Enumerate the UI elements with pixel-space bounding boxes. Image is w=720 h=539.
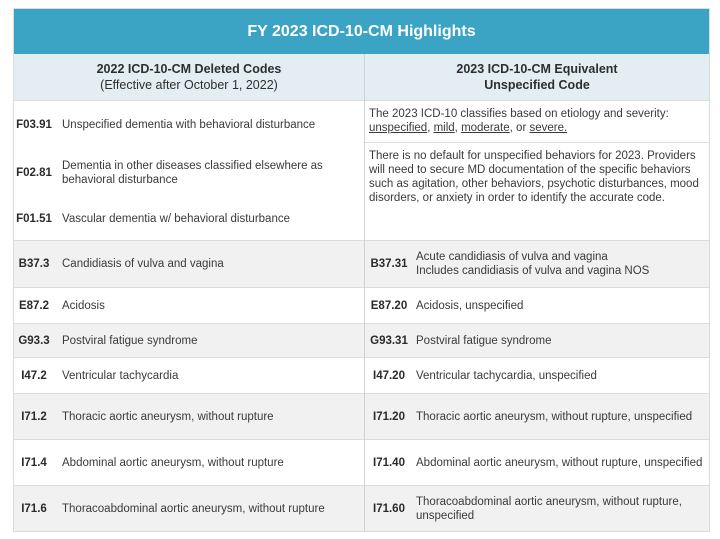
severity-term: moderate xyxy=(461,122,510,134)
header-deleted-subtitle: (Effective after October 1, 2022) xyxy=(100,78,278,92)
severity-term: mild xyxy=(433,122,455,134)
header-equivalent-codes xyxy=(365,54,709,100)
old-code: F02.81 xyxy=(16,167,52,179)
severity-separator: , or xyxy=(509,122,530,134)
old-description: Thoracoabdominal aortic aneurysm, without rupture xyxy=(62,502,325,515)
old-code: B37.3 xyxy=(18,258,50,270)
header-deleted-title: 2022 ICD-10-CM Deleted Codes xyxy=(96,62,282,76)
old-description: Unspecified dementia with behavioral disturbance xyxy=(62,118,316,131)
new-description: Acidosis, unspecified xyxy=(416,299,524,312)
new-code: I47.20 xyxy=(373,369,405,382)
table-row xyxy=(14,287,709,323)
behavior-note: There is no default for unspecified behaviors for 2023. Providers will need to secure MD documentation of the specific behaviors such as agitation, other behaviors, psychotic disturbances, mood disorders, or anxiety in order to identify the accurate code. xyxy=(369,150,699,204)
old-code: F01.51 xyxy=(16,213,52,225)
old-description: Vascular dementia w/ behavioral disturbance xyxy=(62,213,290,225)
new-description-line: Includes candidiasis of vulva and vagina NOS xyxy=(416,265,650,277)
new-description xyxy=(416,250,706,278)
new-code: I71.60 xyxy=(373,502,405,515)
old-code: I71.4 xyxy=(21,456,47,469)
column-divider xyxy=(364,54,365,531)
new-description: Abdominal aortic aneurysm, without rupture, unspecified xyxy=(416,456,703,469)
header-equivalent-subtitle: Unspecified Code xyxy=(484,78,590,92)
old-description: Dementia in other diseases classified elsewhere as behavioral disturbance xyxy=(62,160,323,186)
new-description-line: Acute candidiasis of vulva and vagina xyxy=(416,251,608,263)
header-deleted-codes xyxy=(14,54,364,100)
table-row xyxy=(14,240,709,287)
severity-note-text: The 2023 ICD-10 classifies based on etiology and severity: xyxy=(369,108,669,120)
table-row xyxy=(14,357,709,393)
table-row xyxy=(14,323,709,357)
severity-separator: , xyxy=(427,122,434,134)
old-code: G93.3 xyxy=(18,334,50,347)
new-code: I71.40 xyxy=(373,456,405,469)
old-code: E87.2 xyxy=(18,299,50,312)
severity-term: unspecified xyxy=(369,122,428,134)
note-divider xyxy=(365,142,709,143)
table-row xyxy=(14,393,709,439)
old-description: Acidosis xyxy=(62,299,105,312)
new-description: Ventricular tachycardia, unspecified xyxy=(416,369,597,382)
icd-highlights-table xyxy=(13,8,710,532)
old-code: I71.2 xyxy=(21,410,47,423)
table-row xyxy=(14,485,709,531)
old-description: Candidiasis of vulva and vagina xyxy=(62,258,224,270)
old-code: I71.6 xyxy=(21,502,47,515)
old-description: Ventricular tachycardia xyxy=(62,369,179,382)
new-code: B37.31 xyxy=(370,258,408,270)
new-description: Thoracic aortic aneurysm, without rupture, unspecified xyxy=(416,410,693,423)
old-description: Thoracic aortic aneurysm, without rupture xyxy=(62,410,274,423)
new-code: G93.31 xyxy=(370,334,408,347)
table-title: FY 2023 ICD-10-CM Highlights xyxy=(14,9,709,54)
new-description: Thoracoabdominal aortic aneurysm, without rupture, unspecified xyxy=(416,495,682,522)
old-description: Abdominal aortic aneurysm, without rupture xyxy=(62,456,284,469)
severity-term: severe. xyxy=(529,122,568,134)
old-code: I47.2 xyxy=(21,369,47,382)
severity-note xyxy=(369,107,707,135)
new-code: E87.20 xyxy=(370,299,408,312)
header-equivalent-title: 2023 ICD-10-CM Equivalent xyxy=(456,62,618,76)
new-description: Postviral fatigue syndrome xyxy=(416,334,552,347)
old-code: F03.91 xyxy=(16,118,52,131)
severity-separator: , xyxy=(454,122,462,134)
new-code: I71.20 xyxy=(373,410,405,423)
table-row xyxy=(14,439,709,485)
old-description: Postviral fatigue syndrome xyxy=(62,334,198,347)
